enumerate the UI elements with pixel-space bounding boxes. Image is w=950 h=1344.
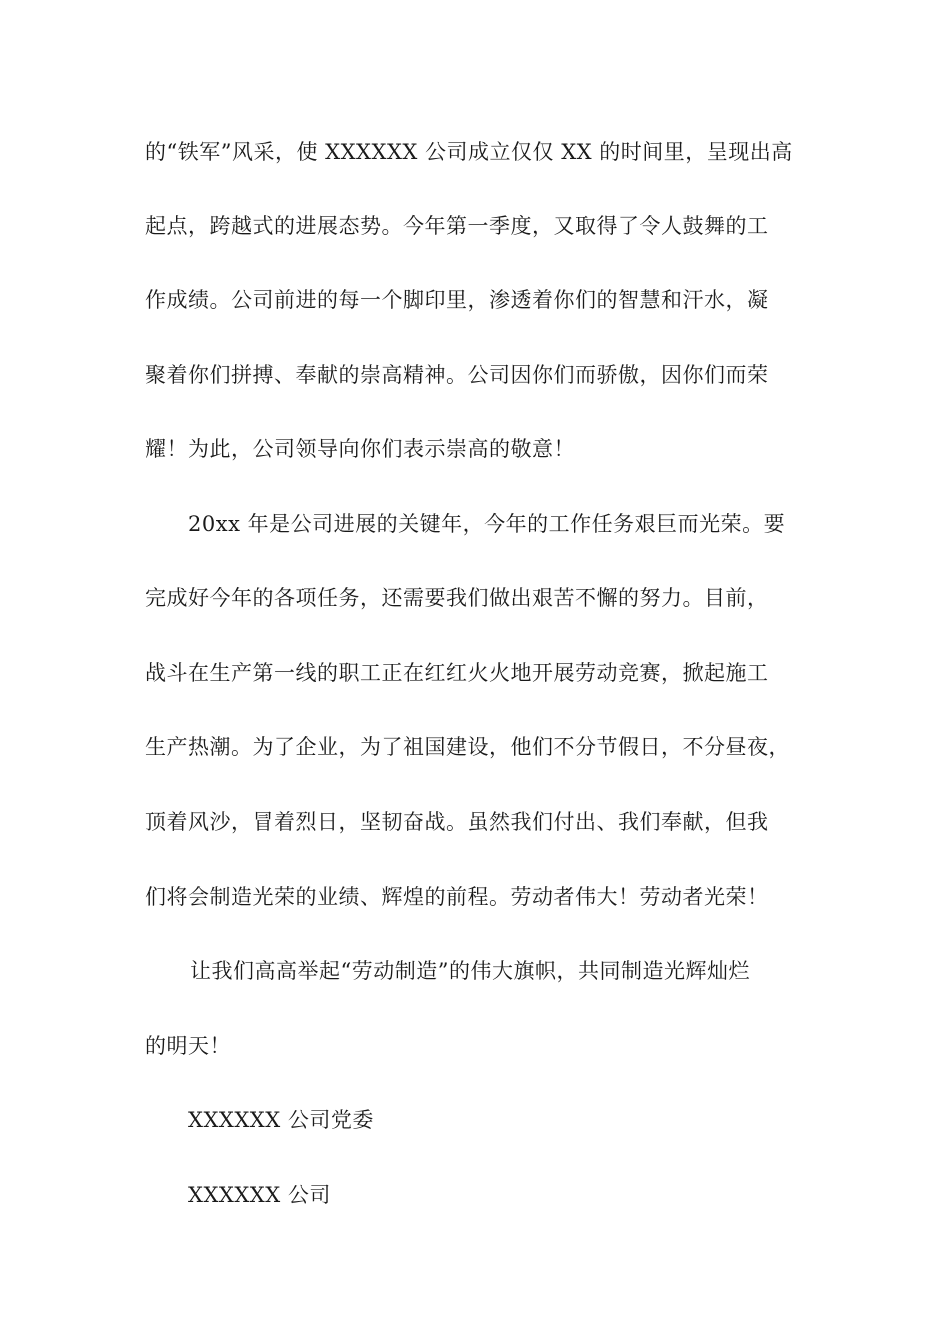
paragraph2-line6: 们将会制造光荣的业绩、辉煌的前程。劳动者伟大！劳动者光荣！	[145, 885, 769, 909]
paragraph1-line3: 作成绩。公司前进的每一个脚印里，渗透着你们的智慧和汗水，凝	[145, 288, 769, 312]
paragraph2-line3: 战斗在生产第一线的职工正在红红火火地开展劳动竞赛，掀起施工	[145, 661, 769, 685]
paragraph3-line1: 让我们高高举起“劳动制造”的伟大旗帜，共同制造光辉灿烂	[190, 959, 750, 983]
paragraph1-line4: 聚着你们拼搏、奉献的崇高精神。公司因你们而骄傲，因你们而荣	[145, 363, 769, 387]
paragraph1-line5: 耀！为此，公司领导向你们表示崇高的敬意！	[145, 437, 575, 461]
signature-company: XXXXXX 公司	[188, 1183, 331, 1207]
paragraph2-line2: 完成好今年的各项任务，还需要我们做出艰苦不懈的努力。目前，	[145, 586, 769, 610]
paragraph2-line1: 20xx 年是公司进展的关键年，今年的工作任务艰巨而光荣。要	[188, 512, 786, 536]
paragraph3-line2: 的明天！	[145, 1034, 231, 1058]
signature-party-committee: XXXXXX 公司党委	[188, 1108, 374, 1132]
paragraph2-line5: 顶着风沙，冒着烈日，坚韧奋战。虽然我们付出、我们奉献，但我	[145, 810, 769, 834]
paragraph2-line4: 生产热潮。为了企业，为了祖国建设，他们不分节假日，不分昼夜，	[145, 735, 790, 759]
paragraph1-line1: 的“铁军”风采，使 XXXXXX 公司成立仅仅 XX 的时间里，呈现出高	[145, 140, 793, 164]
paragraph1-line2: 起点，跨越式的进展态势。今年第一季度，又取得了令人鼓舞的工	[145, 214, 769, 238]
